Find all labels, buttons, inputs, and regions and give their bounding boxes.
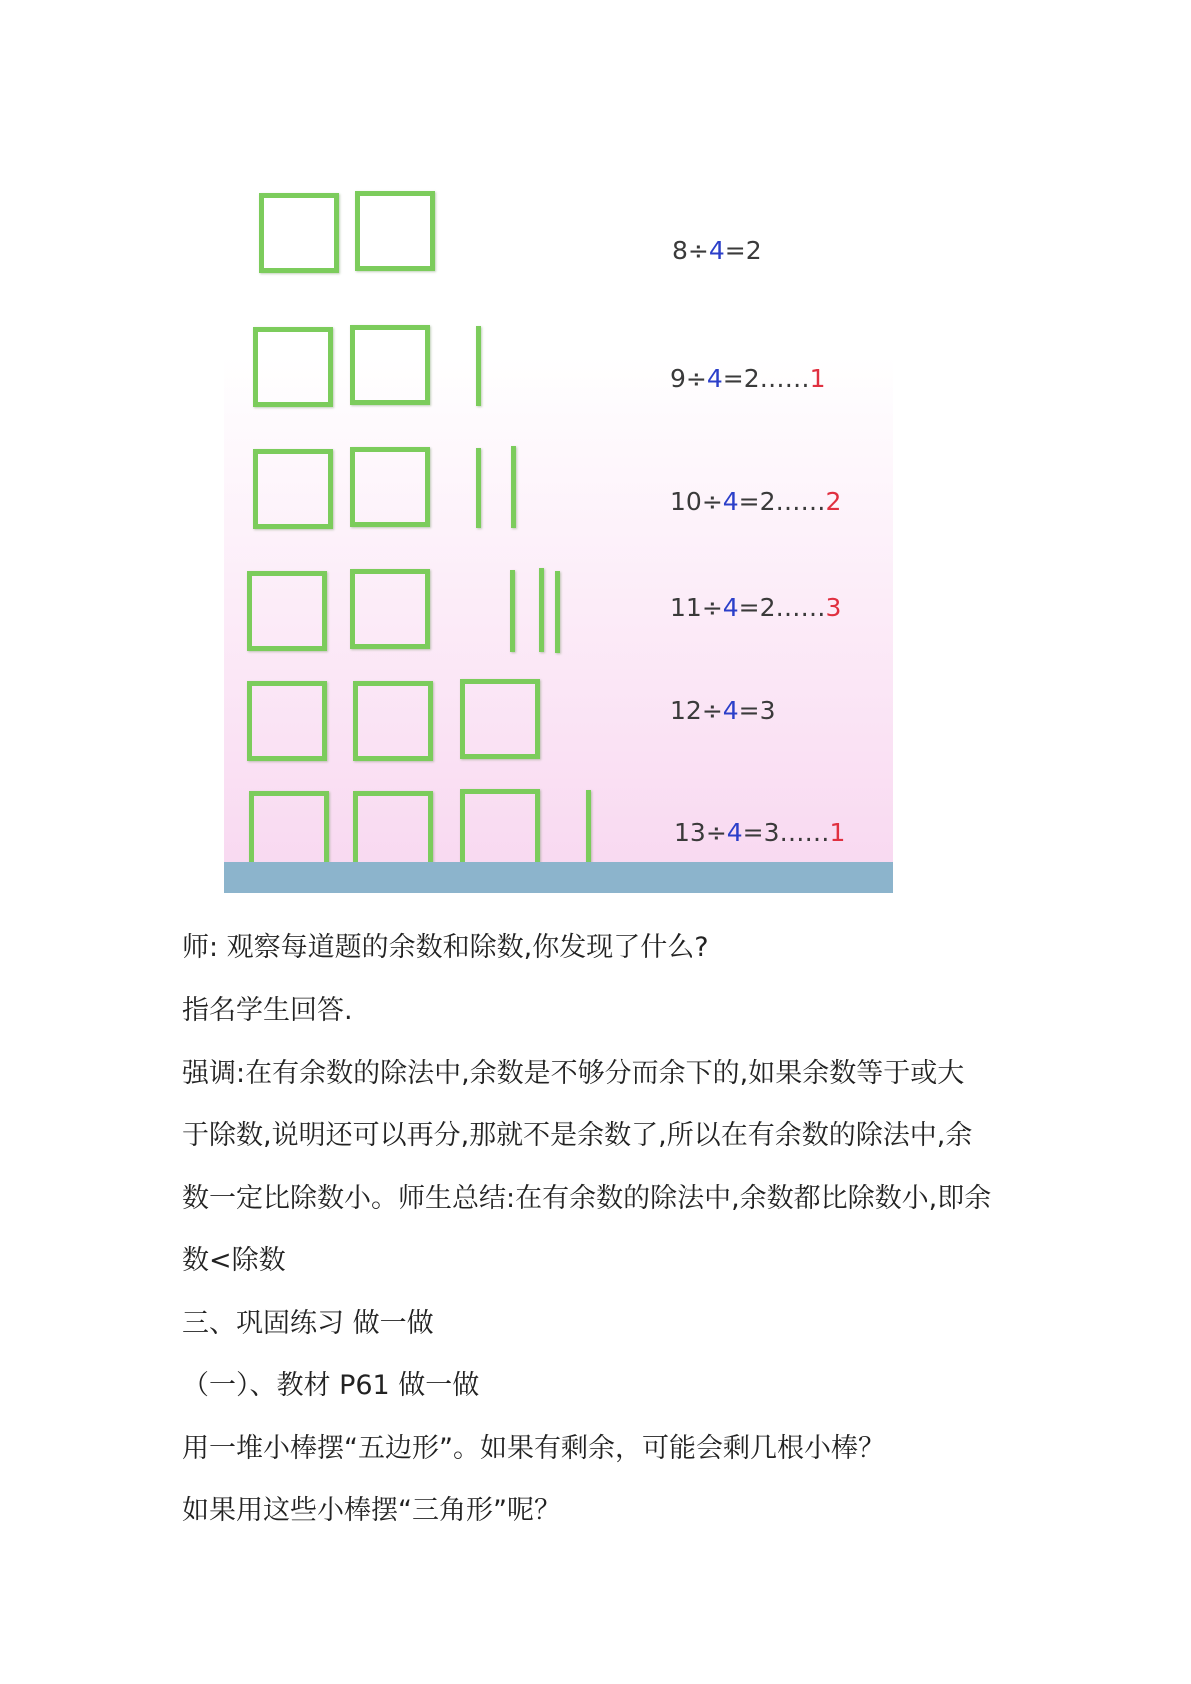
stick-square bbox=[350, 325, 430, 405]
stick-square bbox=[253, 327, 333, 407]
emphasis-paragraph: 于除数,说明还可以再分,那就不是余数了,所以在有余数的除法中,余 bbox=[182, 1120, 973, 1151]
stick-square bbox=[460, 679, 540, 759]
emphasis-paragraph: 数一定比除数小。师生总结:在有余数的除法中,余数都比除数小,即余 bbox=[182, 1183, 992, 1214]
single-stick bbox=[510, 570, 515, 652]
emphasis-paragraph: 数<除数 bbox=[182, 1245, 286, 1276]
stick-square bbox=[353, 681, 433, 761]
stick-square bbox=[350, 447, 430, 527]
instruction-paragraph: 指名学生回答. bbox=[182, 995, 353, 1026]
stick-square bbox=[460, 789, 540, 869]
question-paragraph: 师: 观察每道题的余数和除数,你发现了什么? bbox=[182, 932, 709, 963]
figure-base-bar bbox=[224, 862, 893, 893]
equation: 8÷4=2 bbox=[672, 236, 762, 265]
section-heading: 三、巩固练习 做一做 bbox=[182, 1308, 434, 1339]
stick-square bbox=[249, 791, 329, 871]
single-stick bbox=[476, 326, 481, 406]
stick-square bbox=[259, 193, 339, 273]
equation: 10÷4=2……2 bbox=[670, 487, 842, 516]
subsection-heading: （一）、教材 P61 做一做 bbox=[182, 1370, 480, 1401]
equation: 13÷4=3……1 bbox=[674, 818, 846, 847]
matchstick-figure bbox=[224, 178, 893, 893]
emphasis-paragraph: 强调:在有余数的除法中,余数是不够分而余下的,如果余数等于或大 bbox=[182, 1058, 965, 1089]
stick-square bbox=[247, 571, 327, 651]
single-stick bbox=[511, 446, 516, 528]
equation: 9÷4=2……1 bbox=[670, 364, 826, 393]
stick-square bbox=[355, 191, 435, 271]
stick-square bbox=[350, 569, 430, 649]
stick-square bbox=[247, 681, 327, 761]
stick-square bbox=[353, 791, 433, 871]
stick-square bbox=[253, 449, 333, 529]
exercise-paragraph: 如果用这些小棒摆“三角形”呢？ bbox=[182, 1495, 561, 1526]
equation: 12÷4=3 bbox=[670, 696, 776, 725]
single-stick bbox=[555, 571, 560, 653]
exercise-paragraph: 用一堆小棒摆“五边形”。如果有剩余，可能会剩几根小棒？ bbox=[182, 1433, 885, 1464]
single-stick bbox=[476, 448, 481, 528]
equation: 11÷4=2……3 bbox=[670, 593, 842, 622]
single-stick bbox=[539, 568, 544, 652]
